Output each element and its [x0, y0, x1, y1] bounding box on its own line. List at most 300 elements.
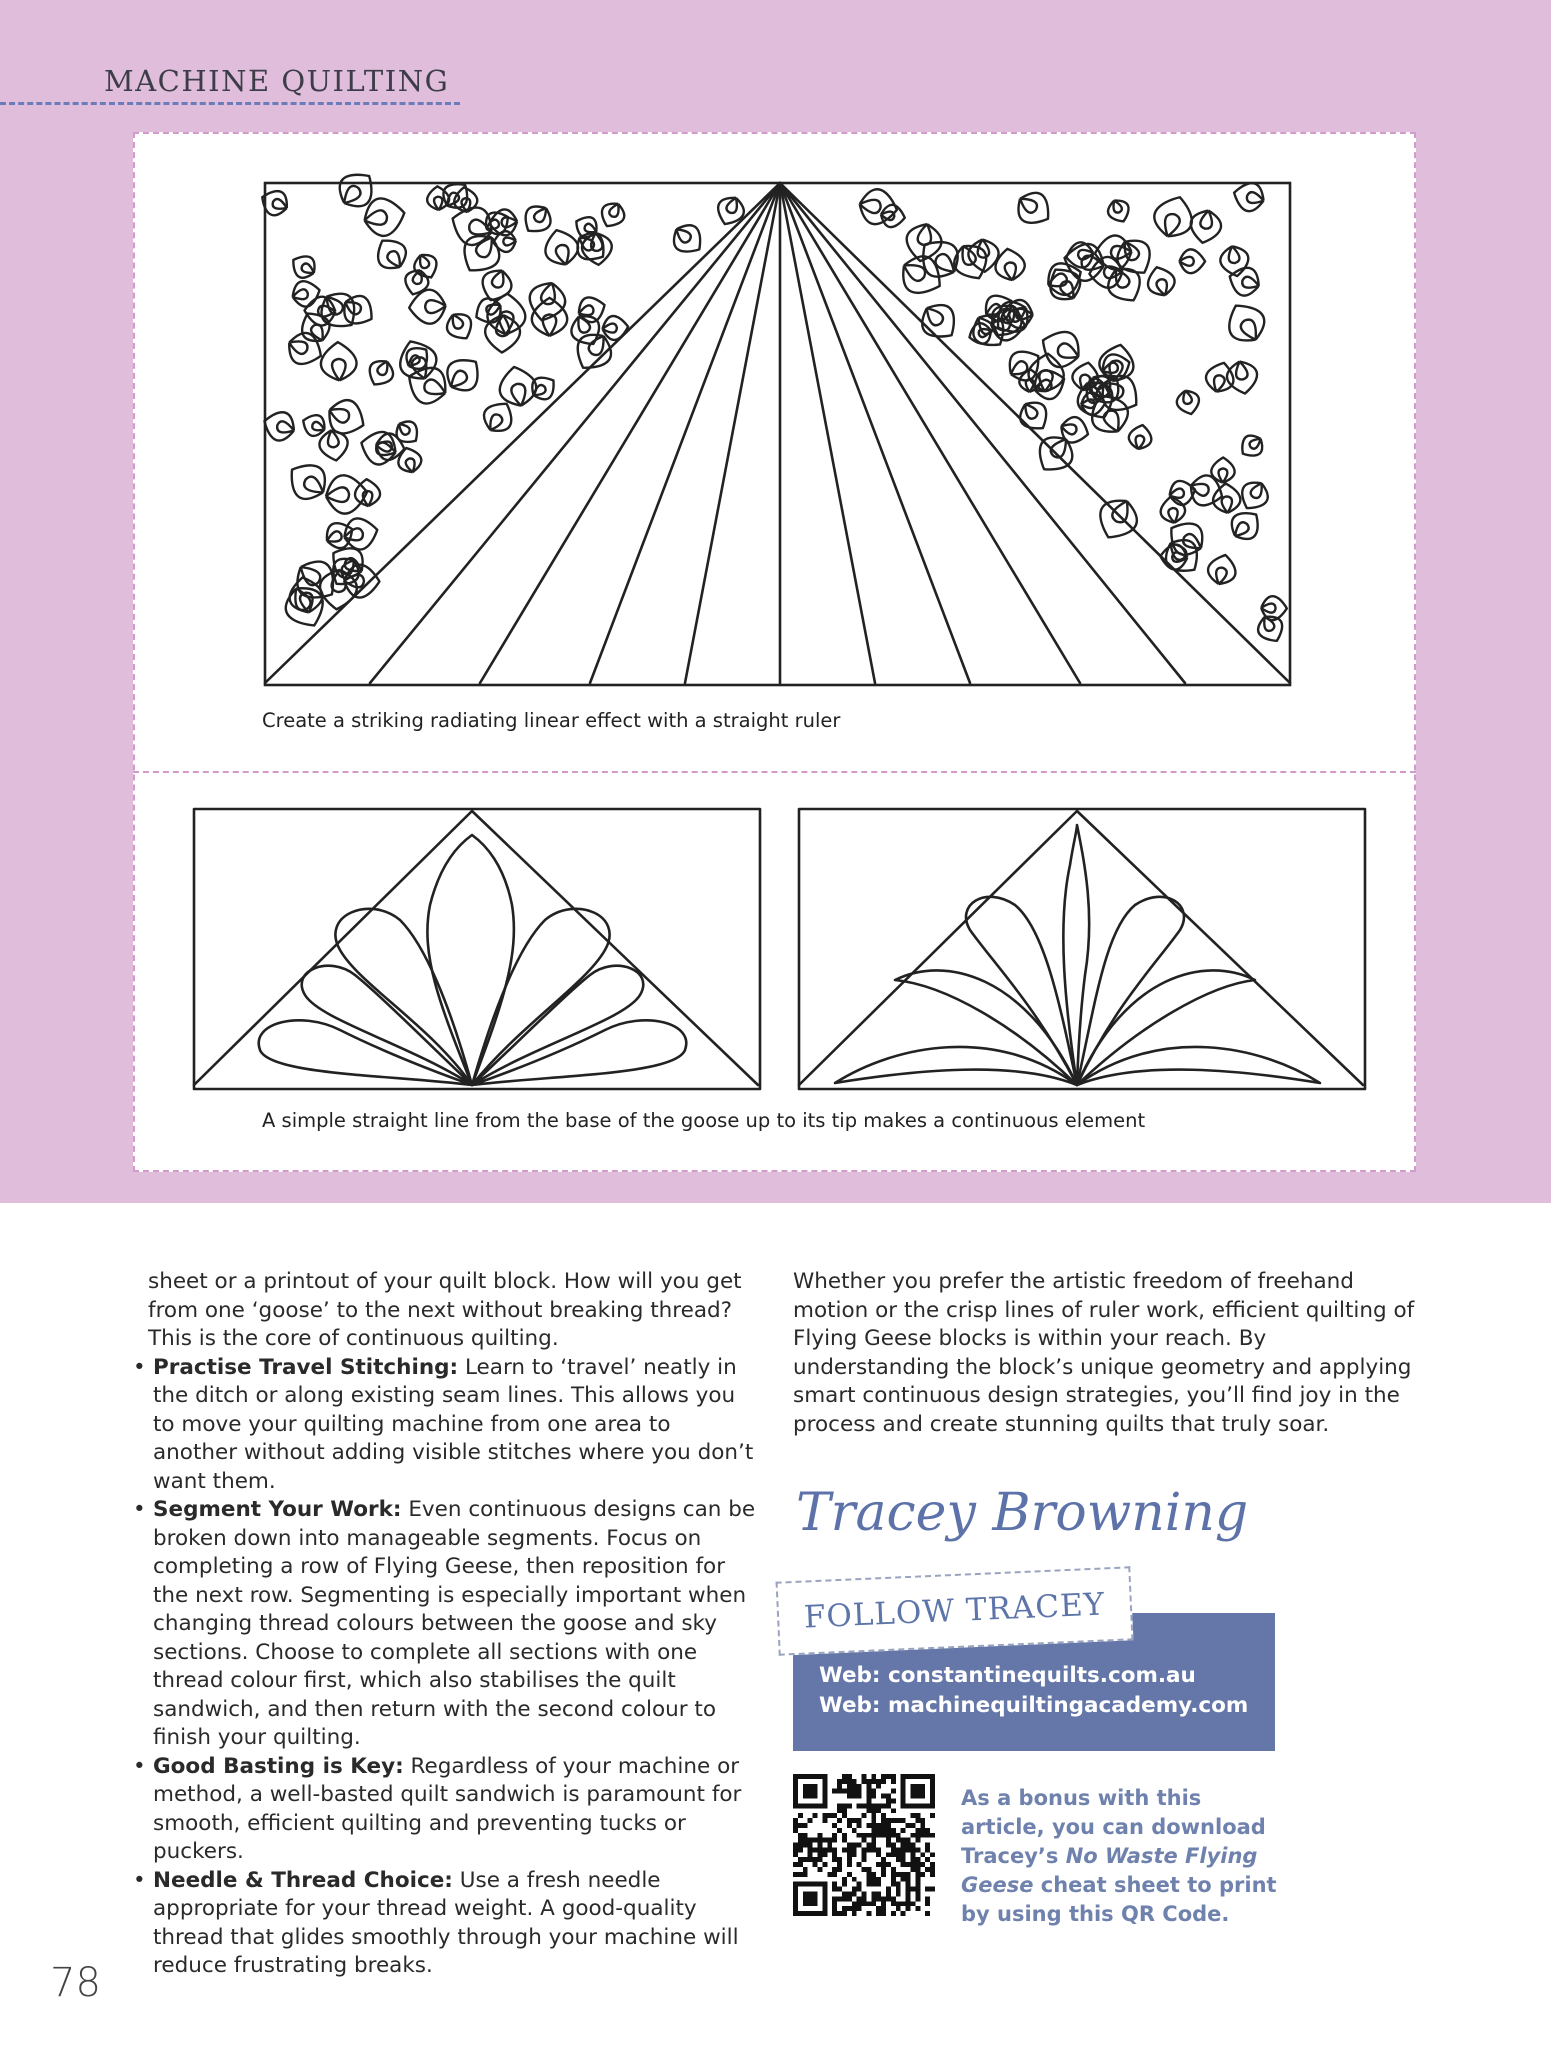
- qr-module: [925, 1828, 930, 1833]
- feather-inner: [387, 251, 400, 267]
- qr-module: [915, 1833, 920, 1838]
- qr-module: [911, 1843, 916, 1848]
- qr-module: [901, 1901, 906, 1906]
- feather-inner: [365, 210, 387, 224]
- qr-module: [852, 1794, 857, 1799]
- qr-module: [852, 1906, 857, 1911]
- qr-module: [852, 1877, 857, 1882]
- qr-module: [852, 1828, 857, 1833]
- qr-module: [911, 1833, 916, 1838]
- qr-module: [857, 1882, 862, 1887]
- qr-module: [886, 1803, 891, 1808]
- qr-module: [871, 1779, 876, 1784]
- qr-module: [813, 1847, 818, 1852]
- qr-module: [842, 1808, 847, 1813]
- feather-inner: [424, 379, 445, 394]
- qr-module: [837, 1789, 842, 1794]
- qr-module: [866, 1872, 871, 1877]
- qr-module: [866, 1882, 871, 1887]
- qr-module: [866, 1911, 871, 1916]
- feather-inner: [302, 263, 314, 272]
- qr-module: [881, 1833, 886, 1838]
- qr-module: [881, 1794, 886, 1799]
- qr-module: [876, 1823, 881, 1828]
- qr-module: [866, 1794, 871, 1799]
- qr-module: [871, 1808, 876, 1813]
- qr-code[interactable]: [793, 1774, 935, 1916]
- qr-module: [842, 1896, 847, 1901]
- qr-module: [837, 1784, 842, 1789]
- qr-module: [896, 1882, 901, 1887]
- qr-module: [911, 1823, 916, 1828]
- qr-module: [871, 1838, 876, 1843]
- qr-module: [871, 1794, 876, 1799]
- qr-module: [906, 1823, 911, 1828]
- qr-module: [847, 1896, 852, 1901]
- qr-module: [915, 1867, 920, 1872]
- tip-text: Use a fresh needle appropriate for your thread weight. A good-quality thread that glides smoothly through your machine will reduce frustrating breaks.: [153, 1867, 739, 1978]
- qr-module: [925, 1867, 930, 1872]
- qr-module: [852, 1852, 857, 1857]
- qr-module: [881, 1862, 886, 1867]
- qr-module: [842, 1789, 847, 1794]
- feather-inner: [1157, 279, 1167, 295]
- qr-module: [822, 1862, 827, 1867]
- qr-module: [886, 1896, 891, 1901]
- feather-loop: [500, 367, 536, 406]
- tip-title: Needle & Thread Choice:: [153, 1867, 453, 1893]
- qr-module: [857, 1887, 862, 1892]
- qr-module: [832, 1857, 837, 1862]
- qr-module: [871, 1872, 876, 1877]
- qr-module: [925, 1887, 930, 1892]
- qr-module: [891, 1882, 896, 1887]
- qr-module: [837, 1862, 842, 1867]
- qr-module: [817, 1857, 822, 1862]
- qr-module: [901, 1862, 906, 1867]
- feather-loop: [292, 465, 325, 499]
- qr-module: [881, 1823, 886, 1828]
- qr-module: [915, 1838, 920, 1843]
- feather-inner: [289, 341, 307, 353]
- qr-module: [866, 1779, 871, 1784]
- web-link-1[interactable]: [819, 1661, 1275, 1691]
- feather-inner: [451, 371, 467, 387]
- qr-finder: [803, 1784, 818, 1799]
- qr-module: [915, 1887, 920, 1892]
- qr-module: [906, 1901, 911, 1906]
- feather-inner: [1020, 199, 1037, 213]
- qr-module: [832, 1896, 837, 1901]
- qr-module: [930, 1833, 935, 1838]
- author-signature: [790, 1458, 1249, 1568]
- qr-module: [862, 1813, 867, 1818]
- qr-module: [871, 1774, 876, 1779]
- qr-module: [891, 1774, 896, 1779]
- qr-module: [891, 1852, 896, 1857]
- qr-module: [886, 1823, 891, 1828]
- qr-module: [822, 1847, 827, 1852]
- qr-module: [822, 1852, 827, 1857]
- qr-module: [871, 1847, 876, 1852]
- feather-loop: [365, 198, 405, 235]
- feather-inner: [726, 198, 736, 213]
- qr-module: [906, 1862, 911, 1867]
- qr-module: [896, 1833, 901, 1838]
- qr-module: [862, 1867, 867, 1872]
- qr-module: [915, 1877, 920, 1882]
- qr-module: [837, 1828, 842, 1833]
- qr-module: [911, 1862, 916, 1867]
- qr-module: [862, 1852, 867, 1857]
- feather-inner: [534, 208, 546, 222]
- qr-module: [857, 1896, 862, 1901]
- qr-module: [881, 1803, 886, 1808]
- qr-module: [808, 1847, 813, 1852]
- qr-module: [876, 1892, 881, 1897]
- qr-module: [832, 1823, 837, 1828]
- qr-module: [852, 1784, 857, 1789]
- feather-inner: [541, 283, 555, 304]
- radiating-lines-illustration: [260, 175, 1300, 695]
- qr-module: [857, 1843, 862, 1848]
- tip-item: [133, 1496, 758, 1753]
- qr-module: [852, 1911, 857, 1916]
- qr-module: [866, 1803, 871, 1808]
- qr-module: [808, 1857, 813, 1862]
- qr-module: [832, 1813, 837, 1818]
- qr-module: [896, 1901, 901, 1906]
- qr-module: [862, 1803, 867, 1808]
- qr-module: [891, 1808, 896, 1813]
- qr-module: [803, 1843, 808, 1848]
- feather-inner: [1165, 214, 1180, 236]
- qr-module: [803, 1872, 808, 1877]
- qr-module: [847, 1857, 852, 1862]
- qr-module: [930, 1867, 935, 1872]
- feather-inner: [1242, 277, 1258, 288]
- qr-module: [832, 1911, 837, 1916]
- qr-module: [817, 1847, 822, 1852]
- tip-text: Regardless of your machine or method, a well-basted quilt sandwich is paramount for smooth, efficient quilting and preventing tucks or puckers.: [153, 1753, 742, 1864]
- feather-inner: [1241, 320, 1256, 340]
- qr-module: [901, 1843, 906, 1848]
- qr-module: [822, 1838, 827, 1843]
- goose-feather-illustration: [190, 805, 770, 1095]
- feather-loop: [427, 186, 449, 210]
- qr-module: [842, 1882, 847, 1887]
- qr-module: [876, 1847, 881, 1852]
- qr-module: [857, 1823, 862, 1828]
- feather-inner: [609, 204, 618, 217]
- tip-item: [133, 1354, 758, 1497]
- qr-module: [891, 1896, 896, 1901]
- qr-module: [925, 1911, 930, 1916]
- qr-module: [847, 1784, 852, 1789]
- qr-module: [920, 1828, 925, 1833]
- qr-module: [847, 1794, 852, 1799]
- qr-module: [857, 1833, 862, 1838]
- qr-module: [842, 1779, 847, 1784]
- qr-module: [832, 1852, 837, 1857]
- qr-module: [891, 1789, 896, 1794]
- qr-module: [847, 1892, 852, 1897]
- feather-inner: [330, 409, 350, 423]
- qr-module: [862, 1774, 867, 1779]
- follow-tag: [776, 1566, 1134, 1655]
- feather-loop: [321, 342, 357, 380]
- qr-module: [857, 1794, 862, 1799]
- qr-module: [915, 1882, 920, 1887]
- qr-module: [911, 1852, 916, 1857]
- qr-module: [876, 1779, 881, 1784]
- qr-module: [871, 1901, 876, 1906]
- qr-module: [925, 1847, 930, 1852]
- qr-module: [832, 1887, 837, 1892]
- web-link-2[interactable]: [819, 1691, 1275, 1721]
- qr-module: [896, 1847, 901, 1852]
- qr-module: [837, 1803, 842, 1808]
- qr-module: [891, 1818, 896, 1823]
- qr-module: [871, 1828, 876, 1833]
- qr-module: [906, 1882, 911, 1887]
- qr-module: [793, 1847, 798, 1852]
- qr-module: [808, 1843, 813, 1848]
- feather-loop: [602, 316, 628, 340]
- qr-module: [881, 1828, 886, 1833]
- qr-module: [798, 1843, 803, 1848]
- qr-module: [857, 1906, 862, 1911]
- qr-module: [813, 1862, 818, 1867]
- qr-module: [881, 1779, 886, 1784]
- feather-inner: [585, 224, 597, 232]
- qr-module: [866, 1784, 871, 1789]
- qr-module: [803, 1867, 808, 1872]
- qr-module: [891, 1847, 896, 1852]
- bonus-line-1: As a bonus with this article, you can download Tracey’s: [961, 1786, 1266, 1868]
- feather-loop: [1179, 249, 1205, 273]
- qr-module: [871, 1833, 876, 1838]
- qr-module: [857, 1818, 862, 1823]
- qr-module: [852, 1789, 857, 1794]
- qr-module: [822, 1818, 827, 1823]
- web-url-1: constantinequilts.com.au: [888, 1663, 1196, 1688]
- page-number: 78: [50, 1960, 101, 2006]
- qr-module: [847, 1843, 852, 1848]
- feather-inner: [511, 384, 525, 406]
- qr-module: [891, 1779, 896, 1784]
- qr-module: [847, 1779, 852, 1784]
- qr-module: [798, 1862, 803, 1867]
- qr-module: [891, 1833, 896, 1838]
- qr-module: [906, 1877, 911, 1882]
- feather-loop: [326, 475, 367, 513]
- feather-inner: [277, 421, 294, 432]
- qr-module: [871, 1882, 876, 1887]
- qr-module: [876, 1906, 881, 1911]
- qr-module: [847, 1872, 852, 1877]
- feather-inner: [927, 308, 943, 325]
- feather-loop: [1191, 211, 1221, 243]
- qr-module: [842, 1847, 847, 1852]
- feather-loop: [1213, 484, 1240, 513]
- qr-module: [847, 1803, 852, 1808]
- qr-module: [886, 1852, 891, 1857]
- qr-module: [881, 1901, 886, 1906]
- feather-inner: [312, 422, 324, 430]
- qr-module: [886, 1892, 891, 1897]
- qr-module: [793, 1843, 798, 1848]
- qr-module: [852, 1887, 857, 1892]
- tip-item: [133, 1867, 758, 1981]
- qr-module: [925, 1857, 930, 1862]
- qr-module: [862, 1892, 867, 1897]
- qr-module: [886, 1774, 891, 1779]
- qr-module: [915, 1892, 920, 1897]
- feather-loop: [995, 249, 1024, 280]
- qr-module: [847, 1774, 852, 1779]
- qr-module: [871, 1803, 876, 1808]
- bottom-figure-caption: A simple straight line from the base of the goose up to its tip makes a continuous element: [262, 1109, 1146, 1132]
- qr-module: [866, 1789, 871, 1794]
- qr-module: [862, 1857, 867, 1862]
- qr-module: [798, 1872, 803, 1877]
- feather-inner: [904, 265, 925, 281]
- qr-module: [798, 1857, 803, 1862]
- qr-module: [930, 1872, 935, 1877]
- qr-module: [920, 1862, 925, 1867]
- qr-module: [817, 1852, 822, 1857]
- qr-module: [798, 1847, 803, 1852]
- left-column: [133, 1268, 758, 1981]
- qr-module: [891, 1828, 896, 1833]
- closing-paragraph: Whether you prefer the artistic freedom of freehand motion or the crisp lines of ruler work, efficient quilting of Flying Geese blocks is within your reach. By understanding the block’s unique geometry and applying smart continuous design strategies, you’ll find joy in the process and create stunning quilts that truly soar.: [793, 1269, 1415, 1437]
- qr-module: [866, 1823, 871, 1828]
- qr-module: [847, 1906, 852, 1911]
- qr-module: [886, 1794, 891, 1799]
- qr-module: [915, 1862, 920, 1867]
- tips-list: [133, 1354, 758, 1981]
- feather-inner: [399, 424, 410, 435]
- qr-module: [881, 1774, 886, 1779]
- qr-module: [915, 1896, 920, 1901]
- feather-inner: [1061, 424, 1076, 434]
- qr-module: [832, 1867, 837, 1872]
- feather-loop: [1227, 361, 1257, 393]
- qr-module: [808, 1852, 813, 1857]
- qr-module: [915, 1872, 920, 1877]
- qr-module: [881, 1872, 886, 1877]
- qr-module: [915, 1857, 920, 1862]
- qr-module: [857, 1901, 862, 1906]
- feather-inner: [1251, 483, 1262, 498]
- qr-module: [876, 1833, 881, 1838]
- qr-module: [793, 1852, 798, 1857]
- qr-module: [925, 1843, 930, 1848]
- qr-module: [803, 1823, 808, 1828]
- qr-module: [901, 1857, 906, 1862]
- feather-inner: [304, 477, 323, 493]
- qr-module: [842, 1877, 847, 1882]
- qr-module: [886, 1818, 891, 1823]
- feather-inner: [311, 325, 323, 341]
- qr-module: [857, 1789, 862, 1794]
- qr-module: [832, 1838, 837, 1843]
- tip-text: Even continuous designs can be broken down into manageable segments. Focus on completing a row of Flying Geese, then reposition for the next row. Segmenting is especially important when changing thread colours between the goose and sky sections. Choose to complete all sections with one thread colour first, which also stabilises the quilt sandwich, and then return with the second colour to finish your quilting.: [153, 1497, 756, 1750]
- qr-module: [798, 1813, 803, 1818]
- qr-finder: [911, 1784, 926, 1799]
- qr-module: [915, 1828, 920, 1833]
- qr-module: [901, 1852, 906, 1857]
- qr-module: [876, 1828, 881, 1833]
- qr-module: [891, 1901, 896, 1906]
- qr-module: [930, 1862, 935, 1867]
- feather-inner: [1250, 439, 1261, 449]
- qr-module: [886, 1887, 891, 1892]
- qr-module: [817, 1843, 822, 1848]
- qr-module: [876, 1877, 881, 1882]
- qr-module: [852, 1843, 857, 1848]
- tip-text: Learn to ‘travel’ neatly in the ditch or along existing seam lines. This allows you to move your quilting machine from one area to another without adding visible stitches where you don’t want them.: [153, 1354, 754, 1494]
- qr-module: [896, 1818, 901, 1823]
- qr-module: [891, 1867, 896, 1872]
- goose-leaf-illustration: [795, 805, 1375, 1095]
- qr-module: [862, 1833, 867, 1838]
- qr-module: [832, 1882, 837, 1887]
- qr-module: [911, 1901, 916, 1906]
- qr-module: [798, 1838, 803, 1843]
- qr-module: [901, 1911, 906, 1916]
- qr-module: [847, 1823, 852, 1828]
- qr-module: [901, 1877, 906, 1882]
- feather-inner: [676, 229, 690, 242]
- qr-module: [866, 1843, 871, 1848]
- qr-module: [842, 1813, 847, 1818]
- qr-module: [793, 1823, 798, 1828]
- qr-module: [891, 1798, 896, 1803]
- qr-module: [837, 1808, 842, 1813]
- qr-module: [847, 1818, 852, 1823]
- section-label: MACHINE QUILTING: [104, 64, 450, 98]
- qr-module: [871, 1896, 876, 1901]
- qr-module: [857, 1784, 862, 1789]
- qr-module: [842, 1906, 847, 1911]
- qr-module: [896, 1906, 901, 1911]
- left-intro-paragraph: sheet or a printout of your quilt block. How will you get from one ‘goose’ to the next without breaking thread? This is the core of continuous quilting.: [148, 1269, 742, 1351]
- qr-module: [901, 1838, 906, 1843]
- feather-inner: [579, 305, 594, 315]
- feather-inner: [327, 531, 342, 541]
- feather-loop: [319, 430, 347, 460]
- qr-module: [881, 1906, 886, 1911]
- qr-module: [891, 1872, 896, 1877]
- qr-finder: [803, 1892, 818, 1907]
- qr-module: [837, 1867, 842, 1872]
- feather-inner: [556, 245, 569, 264]
- qr-module: [876, 1882, 881, 1887]
- qr-module: [886, 1828, 891, 1833]
- qr-module: [906, 1843, 911, 1848]
- qr-module: [871, 1818, 876, 1823]
- qr-module: [871, 1892, 876, 1897]
- feather-inner: [377, 362, 387, 375]
- qr-module: [798, 1823, 803, 1828]
- follow-title: FOLLOW TRACEY: [803, 1586, 1106, 1636]
- qr-module: [901, 1828, 906, 1833]
- qr-module: [906, 1838, 911, 1843]
- qr-module: [876, 1911, 881, 1916]
- qr-module: [817, 1838, 822, 1843]
